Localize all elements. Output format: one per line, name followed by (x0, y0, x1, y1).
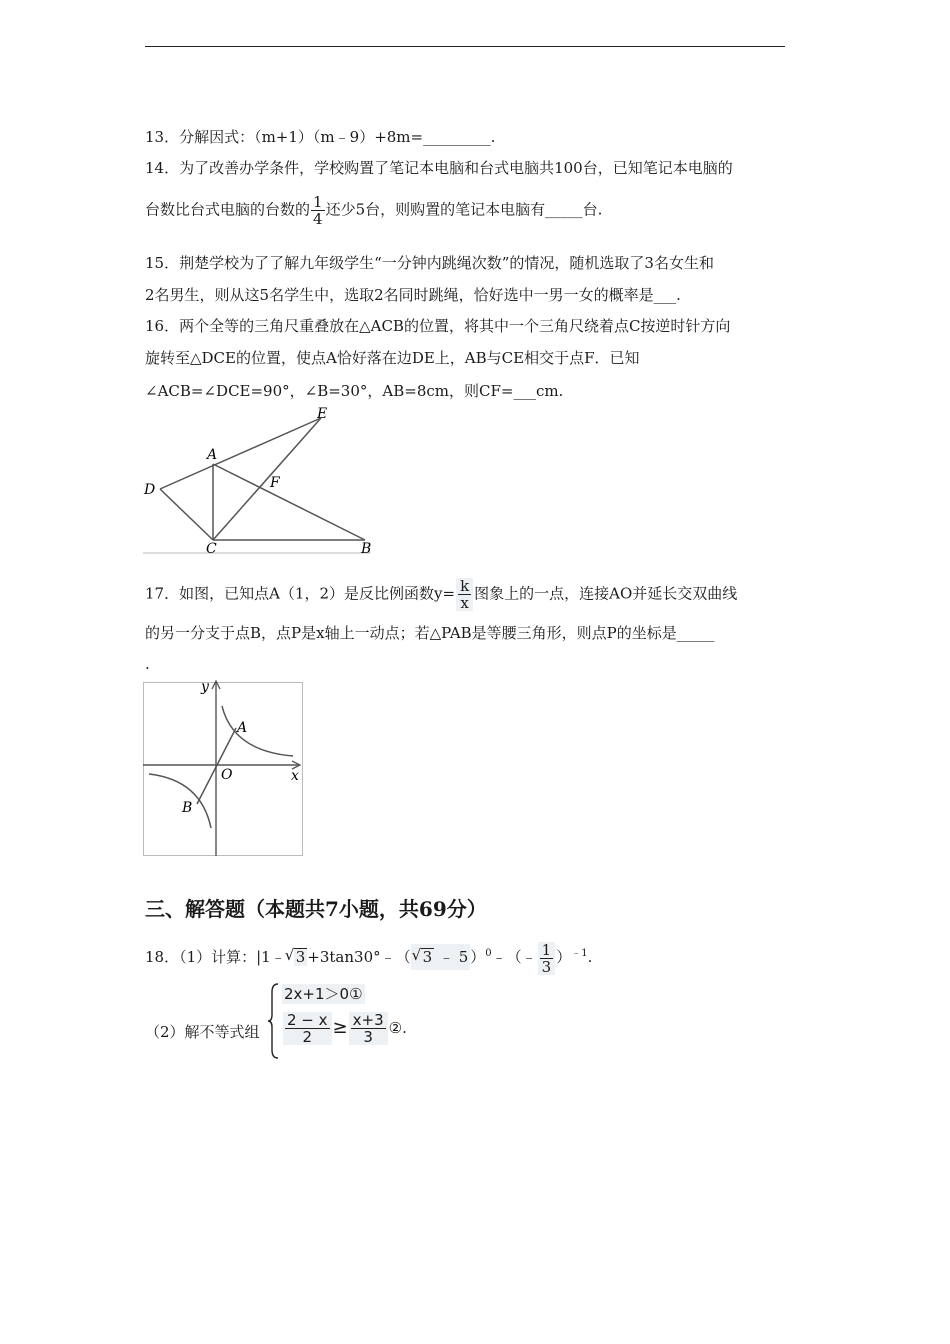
section-3-heading: 三、解答题（本题共7小题，共69分） (145, 897, 487, 921)
question-18-part1: 18．（1）计算：|1﹣√ 3 +3tan30°﹣（√ 3 ﹣ 5 ）$^0$﹣（﹣ $\frac{1}{3}$ ）$^{﹣1}$. (145, 941, 592, 975)
label-O: O (221, 767, 233, 783)
label-y: y (201, 679, 209, 695)
question-16-line1: 16．两个全等的三角尺重叠放在△ACB的位置，将其中一个三角尺绕着点C按逆时针方向 (145, 317, 731, 335)
segment-CE (213, 418, 321, 540)
sqrt3-minus-5: √ 3 ﹣ 5 (411, 944, 471, 970)
q14-text-before: 台数比台式电脑的台数的 (145, 200, 311, 219)
label-B: B (361, 541, 372, 557)
q14-text-after: 还少5台，则购置的笔记本电脑有_____台. (325, 200, 603, 219)
ge-sign: ≥ (332, 1017, 348, 1038)
label-A: A (207, 447, 218, 463)
label-A: A (237, 720, 248, 736)
q17-text-before: 17．如图，已知点A（1，2）是反比例函数y= (145, 584, 456, 603)
question-17-line1 (145, 578, 737, 611)
question-17-line2: 的另一分支于点B，点P是x轴上一动点；若△PAB是等腰三角形，则点P的坐标是_____ (145, 624, 715, 642)
fraction-x-plus-3-over-3: $\frac{x+3}{3}$ (349, 1012, 388, 1045)
inequality-2: $\frac{2 - x}{2}$ ≥ $\frac{x+3}{3}$ ②. (282, 1012, 407, 1045)
left-brace (268, 982, 280, 1060)
question-13-text: 13．分解因式：（m+1）（m﹣9）+8m=_________. (145, 128, 496, 146)
question-18-part2-label: （2）解不等式组 (145, 1023, 260, 1041)
label-E: E (317, 406, 328, 422)
triangle-figure (143, 405, 373, 557)
fraction-one-quarter: $\frac{1}{4}$ (313, 193, 323, 228)
label-B: B (182, 800, 193, 816)
segment-DC (160, 489, 213, 540)
segment-AB (213, 464, 365, 540)
fraction-k-over-x: $\frac{k}{x}$ (456, 578, 473, 611)
fraction-2-minus-x-over-2: $\frac{2 - x}{2}$ (283, 1012, 332, 1045)
label-F: F (270, 475, 280, 491)
question-16-line3: ∠ACB=∠DCE=90°，∠B=30°，AB=8cm，则CF=___cm. (145, 382, 564, 400)
question-13 (145, 127, 495, 147)
label-D: D (144, 482, 156, 498)
hyperbola-figure (143, 676, 305, 858)
sqrt-3: √ 3 (294, 948, 308, 966)
question-15-line2: 2名男生，则从这5名学生中，选取2名同时跳绳，恰好选中一男一女的概率是___. (145, 286, 681, 304)
q17-text-after: 图象上的一点，连接AO并延长交双曲线 (474, 584, 738, 603)
question-16-line2: 旋转至△DCE的位置，使点A恰好落在边DE上，AB与CE相交于点F．已知 (145, 349, 640, 367)
inequality-1: 2x+1＞0① (284, 985, 363, 1003)
hyperbola-branch-third-quadrant (149, 774, 211, 828)
question-14-line2 (145, 194, 602, 227)
exponent-minus-one: ﹣1 (571, 948, 588, 959)
header-rule (145, 46, 785, 47)
question-14-line1: 14．为了改善办学条件，学校购置了笔记本电脑和台式电脑共100台，已知笔记本电脑的 (145, 159, 733, 177)
label-x: x (291, 768, 299, 784)
fraction-one-third: $\frac{1}{3}$ (538, 942, 556, 975)
question-15-line1: 15．荆楚学校为了了解九年级学生“一分钟内跳绳次数”的情况，随机选取了3名女生和 (145, 254, 714, 272)
label-C: C (206, 541, 217, 557)
question-17-line3: . (145, 655, 150, 673)
hyperbola-branch-first-quadrant (222, 706, 293, 756)
exponent-zero: 0 (485, 948, 492, 959)
